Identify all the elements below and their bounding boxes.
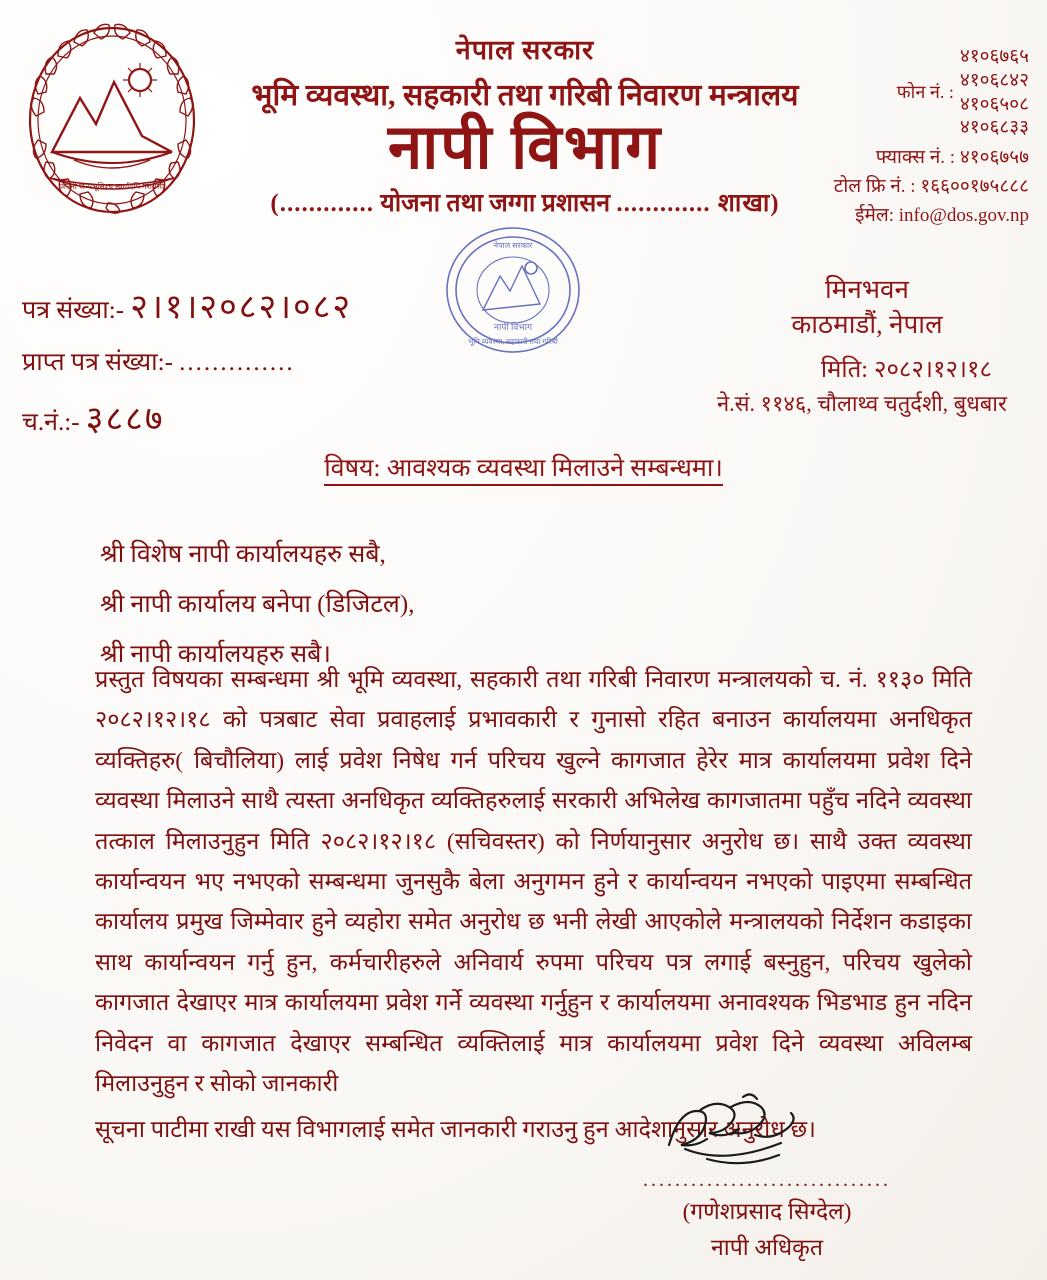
letter-number-label: पत्र संख्या:-	[22, 297, 125, 324]
handwritten-signature	[607, 1089, 927, 1175]
dispatch-number-label: च.नं.:-	[22, 409, 80, 436]
branch-suffix-dots: ............. शाखा)	[616, 190, 780, 218]
government-line: नेपाल सरकार	[455, 35, 595, 65]
tollfree-number: १६६००१७५८८८	[920, 176, 1029, 197]
subject-label: विषय:	[324, 455, 381, 482]
address-line-2: काठमाडौं, नेपाल	[791, 310, 943, 340]
received-letter-number-row	[22, 344, 352, 378]
dispatch-number-value: ३८८७	[85, 401, 165, 438]
letter-number-value: २।१।२०८२।०८२	[130, 289, 353, 326]
recipient-item: श्री विशेष नापी कार्यालयहरु सबै,	[100, 541, 386, 568]
fax-row	[729, 143, 1029, 169]
contact-block	[729, 45, 1029, 227]
fax-number: ४१०६७५७	[959, 147, 1029, 168]
subject-line	[0, 450, 1047, 484]
branch-name: योजना तथा जग्गा प्रशासन	[380, 190, 611, 218]
recipient-item: श्री नापी कार्यालय बनेपा (डिजिटल),	[100, 591, 415, 618]
phone-number: ४१०६८४२	[959, 69, 1029, 91]
phone-number: ४१०६७६५	[959, 46, 1029, 67]
phone-label: फोन नं. :	[896, 82, 954, 103]
signature-block	[607, 1089, 927, 1262]
email-address: info@dos.gov.np	[898, 205, 1029, 226]
received-letter-number-value: ..............	[179, 349, 295, 376]
fax-label: फ्याक्स नं. :	[875, 147, 956, 168]
svg-text:जननी जन्मभूमिश्च स्वर्गादपि गर: जननी जन्मभूमिश्च स्वर्गादपि गरीयसी	[59, 182, 165, 191]
phone-row	[729, 45, 1029, 140]
official-seal-stamp	[428, 218, 598, 363]
nepal-sambat-tithi: ने.सं. ११४६, चौलाथ्व चतुर्दशी, बुधबार	[716, 391, 1007, 416]
email-row	[729, 201, 1029, 227]
subject-text: आवश्यक व्यवस्था मिलाउने सम्बन्धमा।	[386, 455, 723, 482]
phone-numbers	[960, 45, 1029, 140]
body-paragraph-1: प्रस्तुत विषयका सम्बन्धमा श्री भूमि व्यवस्था, सहकारी तथा गरिबी निवारण मन्त्रालयको च. नं. ११३० मिति २०८२।१२।१८ को पत्रबाट सेवा प्रवाहलाई प्रभावकारी र गुनासो रहित बनाउन कार्यालयमा अनधिकृत व्यक्तिहरु( बिचौलिया) लाई प्रवेश निषेध गर्न परिचय खुल्ने कागजात हेरेर मात्र कार्यालयमा प्रवेश दिने व्यवस्था मिलाउने साथै त्यस्ता अनधिकृत व्यक्तिहरुलाई सरकारी अभिलेख कागजातमा पहुँच नदिने व्यवस्था तत्काल मिलाउनुहुन मिति २०८२।१२।१८ (सचिवस्तर) को निर्णयानुसार अनुरोध छ। साथै उक्त व्यवस्था कार्यान्वयन भए नभएको सम्बन्धमा जुनसुकै बेला अनुगमन हुने र कार्यान्वयन नभएको पाइएमा सम्बन्धित कार्यालय प्रमुख जिम्मेवार हुने व्यहोरा समेत अनुरोध छ भनी लेखी आएकोले मन्त्रालयको निर्देशन कडाइका साथ कार्यान्वयन गर्नु हुन, कर्मचारीहरुले अनिवार्य रुपमा परिचय पत्र लगाई बस्नुहुन, परिचय खुलेको कागजात देखाएर मात्र कार्यालयमा प्रवेश गर्ने व्यवस्था गर्नुहुन र कार्यालयमा अनावश्यक भिडभाड हुन नदिन निवेदन वा कागजात देखाएर सम्बन्धित व्यक्तिलाई मात्र कार्यालयमा प्रवेश दिने व्यवस्था अविलम्ब मिलाउनुहुन र सोको जानकारी	[95, 667, 972, 1098]
body-paragraph-2: सूचना पाटीमा राखी यस विभागलाई समेत जानकारी गराउनु हुन आदेशानुसार अनुरोध छ।	[95, 1117, 816, 1144]
address-line-1: मिनभवन	[825, 275, 909, 304]
letter-body	[95, 660, 972, 1157]
recipient-list	[100, 530, 414, 680]
svg-text:भूमि व्यवस्था, सहकारी तथा गरिब: भूमि व्यवस्था, सहकारी तथा गरिबी	[468, 337, 558, 346]
signatory-designation: नापी अधिकृत	[711, 1235, 823, 1260]
branch-prefix-dots: (.............	[270, 190, 374, 218]
svg-text:नेपाल सरकार: नेपाल सरकार	[493, 241, 533, 250]
signature-dotted-line: ...............................	[643, 1169, 891, 1191]
reference-numbers	[22, 282, 352, 456]
received-letter-number-label: प्राप्त पत्र संख्या:-	[22, 349, 173, 376]
letter-number-row	[22, 282, 352, 328]
nepal-government-emblem-icon	[22, 20, 202, 220]
office-address	[747, 272, 987, 342]
svg-text:नापी विभाग: नापी विभाग	[493, 322, 533, 332]
tollfree-label: टोल फ्रि नं. :	[833, 176, 916, 197]
recipient-item: श्री नापी कार्यालयहरु सबै।	[100, 641, 331, 668]
letter-date: मिति: २०८२।१२।१८	[820, 357, 992, 383]
tollfree-row	[729, 172, 1029, 198]
phone-number: ४१०६५०८	[959, 93, 1029, 115]
signatory-name: (गणेशप्रसाद सिग्देल)	[682, 1199, 852, 1224]
dispatch-number-row	[22, 394, 352, 440]
ministry-line: भूमि व्यवस्था, सहकारी तथा गरिबी निवारण मन्त्रालय	[251, 79, 799, 112]
phone-number: ४१०६८३३	[959, 117, 1029, 139]
email-label: ईमेल:	[855, 205, 894, 226]
department-name: नापी विभाग	[387, 114, 663, 182]
